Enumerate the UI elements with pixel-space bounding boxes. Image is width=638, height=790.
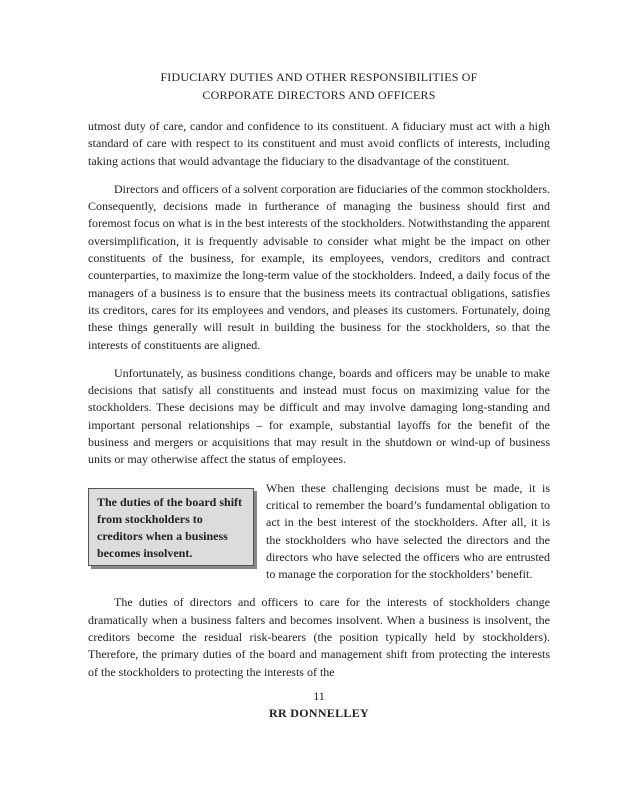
- pull-quote-box: The duties of the board shift from stockholders to creditors when a business becomes insolvent.: [88, 488, 254, 566]
- paragraph-3b: When these challenging decisions must be made, it is critical to remember the board’s fundamental obligation to act in the best interest of the stockholders. After all, it is the stockholders who have selected the directors and the directors who have selected the officers who are entrusted to manage the corporation for the stockholders’ benefit.: [266, 480, 550, 582]
- footer-brand: RR DONNELLEY: [269, 706, 369, 720]
- page-footer: [0, 688, 638, 722]
- paragraph-3a: Unfortunately, as business conditions change, boards and officers may be unable to make decisions that satisfy all constituents and instead must focus on maximizing value for the stockholders. These decisions may be difficult and may involve damaging long-standing and important personal relationships – for example, substantial layoffs for the benefit of the business and mergers or acquisitions that may result in the shutdown or wind-up of business units or may otherwise affect the status of employees.: [88, 365, 550, 467]
- body-text: [88, 118, 550, 692]
- header-line-1: FIDUCIARY DUTIES AND OTHER RESPONSIBILITIES OF: [160, 70, 478, 84]
- paragraph-2: Directors and officers of a solvent corporation are fiduciaries of the common stockholders. Consequently, decisions made in furtherance of managing the business should first and foremost focus on what is in the best interests of the stockholders. Notwithstanding the apparent oversimplification, it is frequently advisable to consider what might be the impact on other constituents of the business, for example, its employees, vendors, creditors and contract counterparties, to maximize the long-term value of the stockholders. Indeed, a daily focus of the managers of a business is to ensure that the business meets its contractual obligations, satisfies its creditors, cares for its employees and vendors, and pleases its customers. Fortunately, doing these things generally will result in building the business for the stockholders, so that the interests of constituents are aligned.: [88, 181, 550, 352]
- header-line-2: CORPORATE DIRECTORS AND OFFICERS: [202, 88, 436, 102]
- paragraph-4: The duties of directors and officers to care for the interests of stockholders change dramatically when a business falters and becomes insolvent. When a business is insolvent, the creditors become the residual risk-bearers (the position typically held by stockholders). Therefore, the primary duties of the board and management shift from protecting the interests of the stockholders to protecting the interests of the: [88, 595, 550, 679]
- page-header: [100, 68, 538, 104]
- page-number: 11: [313, 689, 325, 703]
- paragraph-1: utmost duty of care, candor and confidence to its constituent. A fiduciary must act with a high standard of care with respect to its constituent and must avoid conflicts of interests, including taking actions that would advantage the fiduciary to the disadvantage of the constituent.: [88, 119, 550, 168]
